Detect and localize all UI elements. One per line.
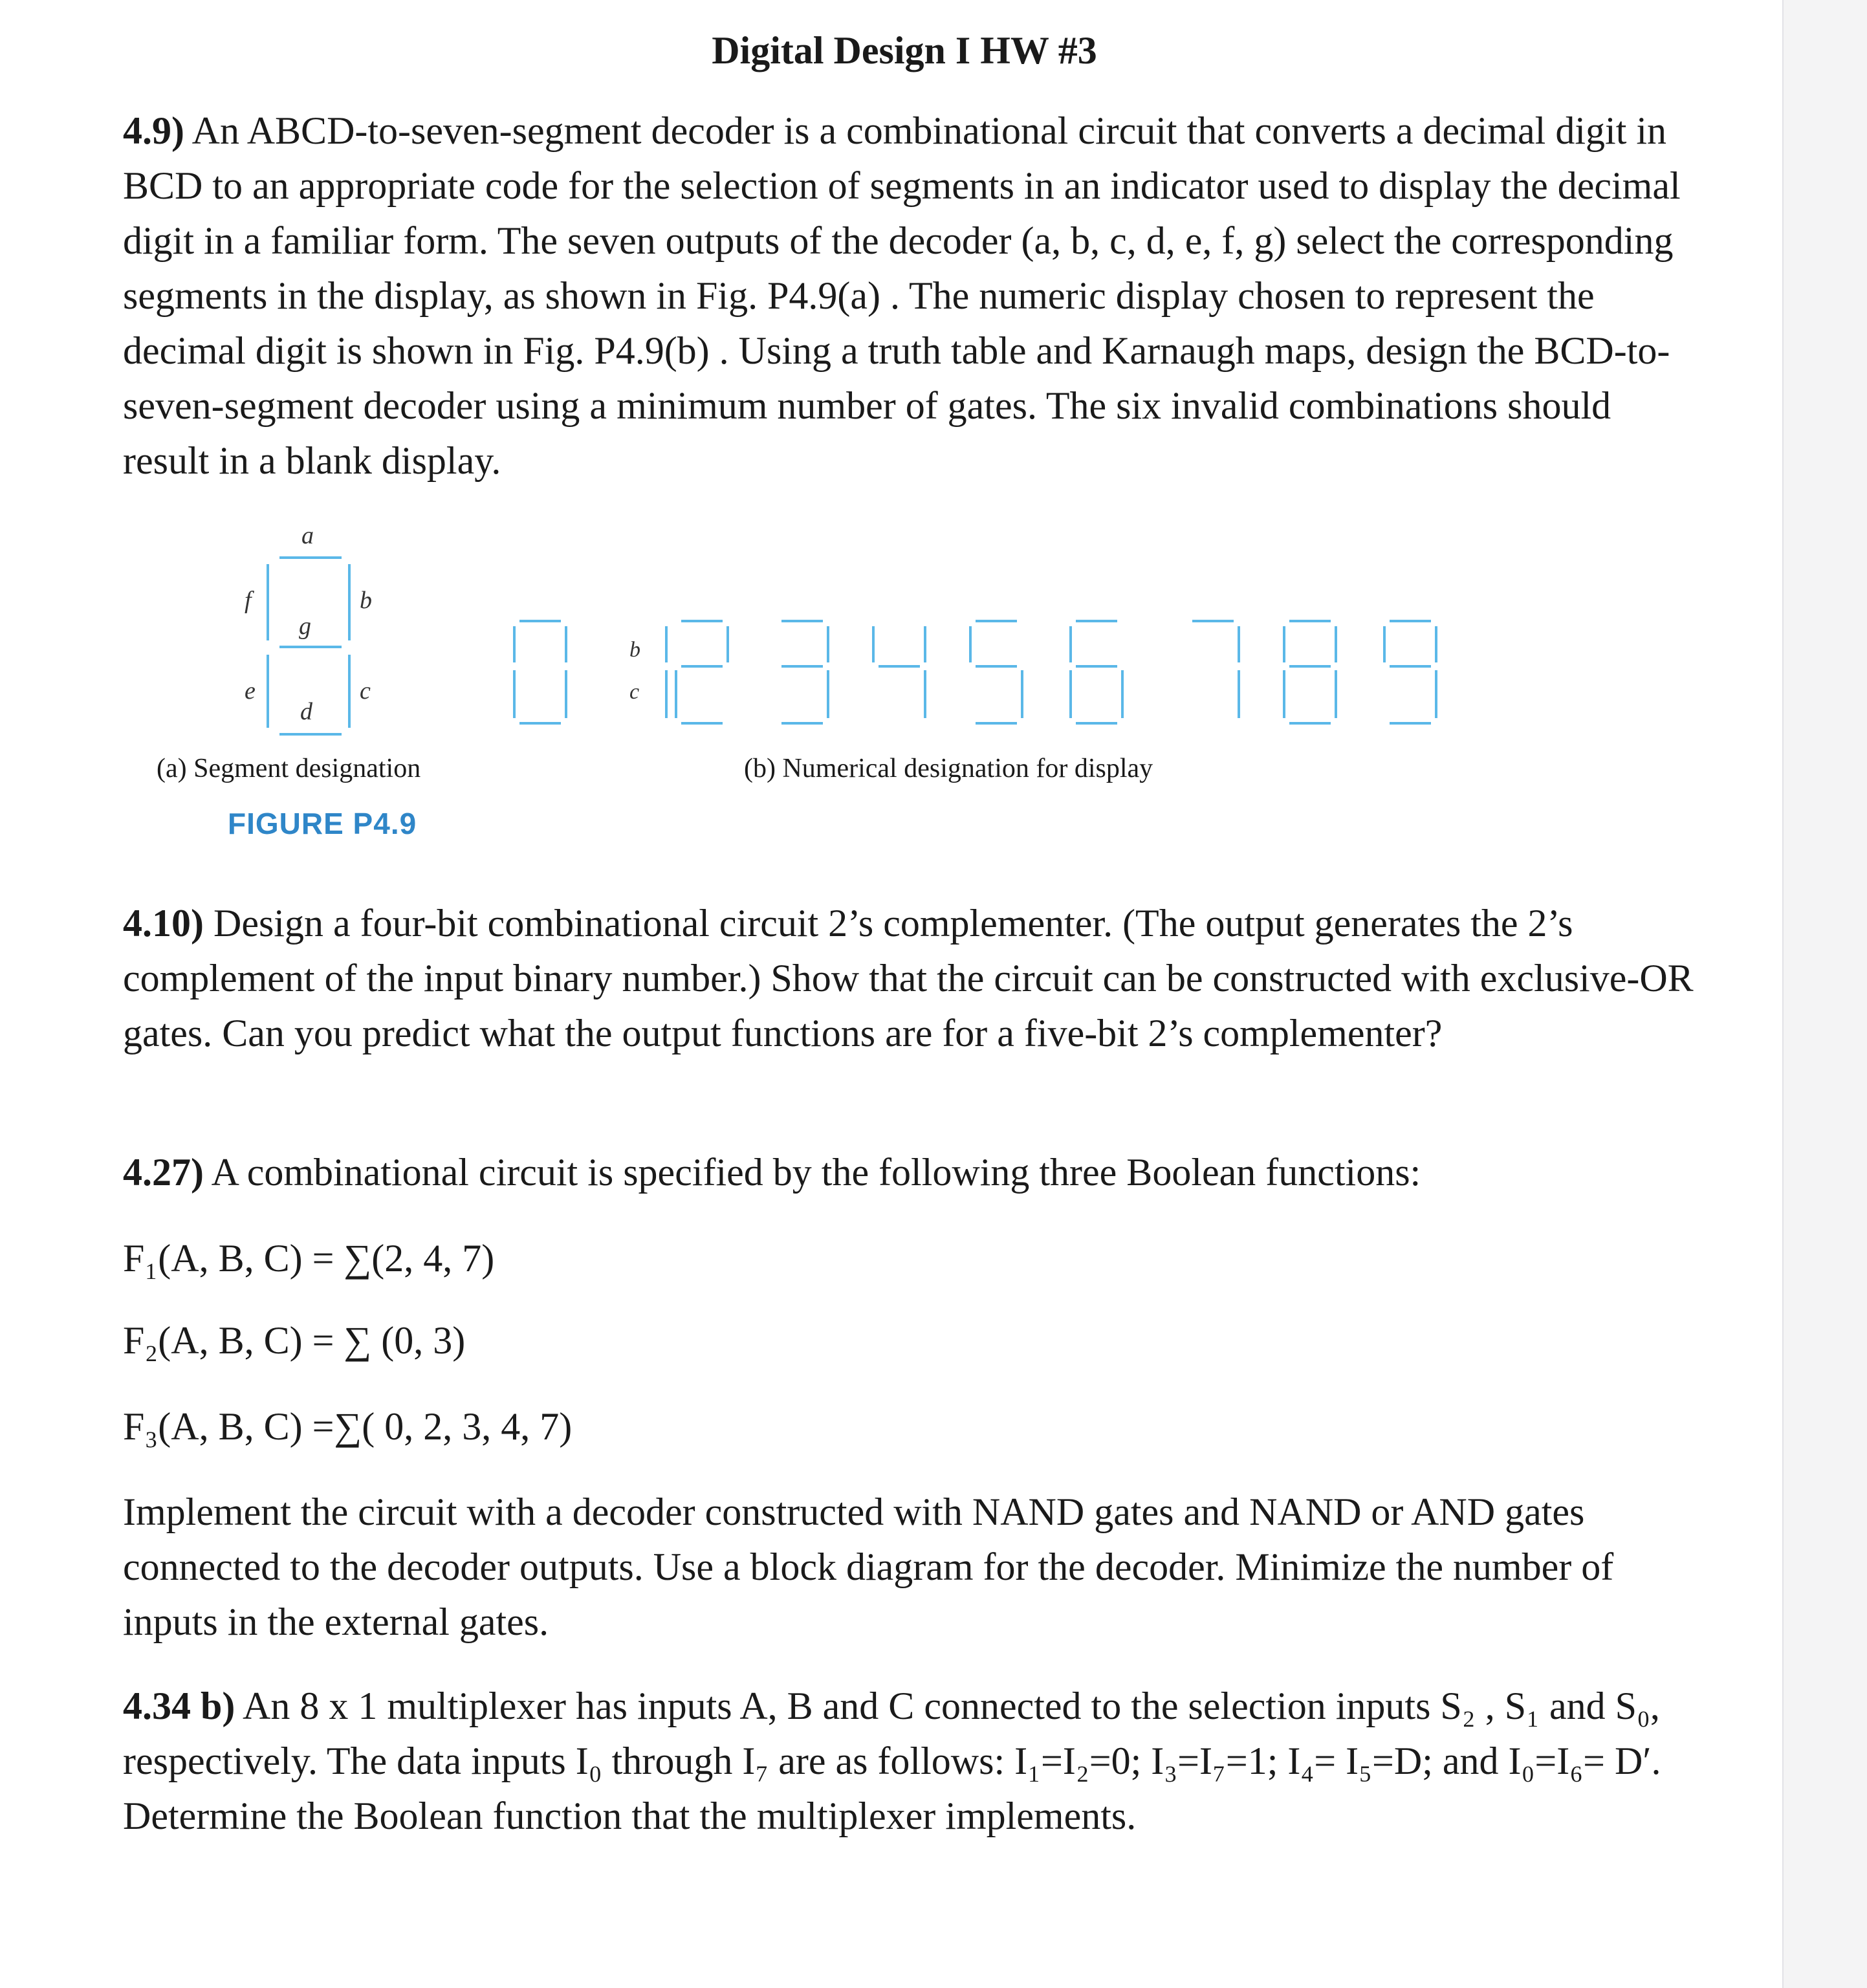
caption-segment-designation: (a) Segment designation (157, 754, 421, 783)
problem-4-27 (123, 1145, 1701, 1200)
problem-4-10 (123, 896, 1701, 1061)
problem-number: 4.10) (123, 902, 204, 945)
digit-one-label-c: c (629, 680, 640, 704)
problem-number: 4.34 b) (123, 1685, 235, 1727)
segment-label-f: f (245, 587, 252, 614)
seven-segment-digit-2 (676, 621, 728, 723)
function-f3: F₃(A, B, C) =∑( 0, 2, 3, 4, 7) (123, 1405, 573, 1448)
digit-display-row (514, 621, 1436, 723)
problem-text: An 8 x 1 multiplexer has inputs A, B and C connected to the selection inputs S₂ , S₁ and S₀, respectively. The data inputs I₀ through I₇ are as follows: I₁=I₂=0; I₃=I₇=1; I₄= I₅=D; and I₀=I₆= D′. Determine the Boolean function that the multiplexer implements. (123, 1685, 1661, 1837)
seven-segment-digit-3 (781, 621, 828, 723)
function-f2: F₂(A, B, C) = ∑ (0, 3) (123, 1319, 466, 1362)
segment-label-d: d (300, 698, 312, 725)
segment-label-e: e (245, 677, 256, 705)
seven-segment-digit-7 (1192, 621, 1239, 718)
seven-segment-digit-9 (1384, 621, 1436, 723)
seven-segment-digit-5 (970, 621, 1022, 723)
seven-segment-digit-0 (514, 621, 566, 723)
problem-number: 4.9) (123, 109, 184, 152)
problem-text: Design a four-bit combinational circuit 2’s complementer. (The output generates the 2’s complement of the input binary number.) Show that the circuit can be constructed with exclusive-OR gates. Can you predict what the output functions are for a five-bit 2’s complementer? (123, 902, 1694, 1054)
function-f1: F₁(A, B, C) = ∑(2, 4, 7) (123, 1237, 495, 1280)
problem-4-34b (123, 1679, 1701, 1844)
segment-label-a: a (301, 522, 314, 549)
problem-text: A combinational circuit is specified by the following three Boolean functions: (203, 1151, 1421, 1194)
caption-numerical-designation: (b) Numerical designation for display (744, 754, 1153, 783)
problem-number: 4.27) (123, 1151, 204, 1194)
segment-label-b: b (360, 587, 372, 614)
seven-segment-digit-8 (1284, 621, 1336, 723)
segment-label-g: g (299, 613, 311, 640)
problem-text: An ABCD-to-seven-segment decoder is a combinational circuit that converts a decimal digit in BCD to an appropriate code for the selection of segments in an indicator used to display the decimal digit in a familiar form. The seven outputs of the decoder (a, b, c, d, e, f, g) select the corresponding segments in the display, as shown in Fig. P4.9(a) . The numeric display chosen to represent the decimal digit is shown in Fig. P4.9(b) . Using a truth table and Karnaugh maps, design the BCD-to-seven-segment decoder using a minimum number of gates. The six invalid combinations should result in a blank display. (123, 109, 1681, 482)
problem-4-9 (123, 104, 1701, 488)
page-title: Digital Design I HW #3 (712, 29, 1097, 72)
seven-segment-digit-4 (873, 626, 925, 718)
problem-4-27-instructions: Implement the circuit with a decoder constructed with NAND gates and NAND or AND gates connected to the decoder outputs. Use a block diagram for the decoder. Minimize the number of inputs in the external gates. (123, 1491, 1614, 1643)
figure-title: FIGURE P4.9 (228, 807, 417, 840)
segment-label-c: c (360, 677, 371, 705)
seven-segment-digit-6 (1071, 621, 1122, 723)
digit-one-label-b: b (629, 638, 640, 662)
